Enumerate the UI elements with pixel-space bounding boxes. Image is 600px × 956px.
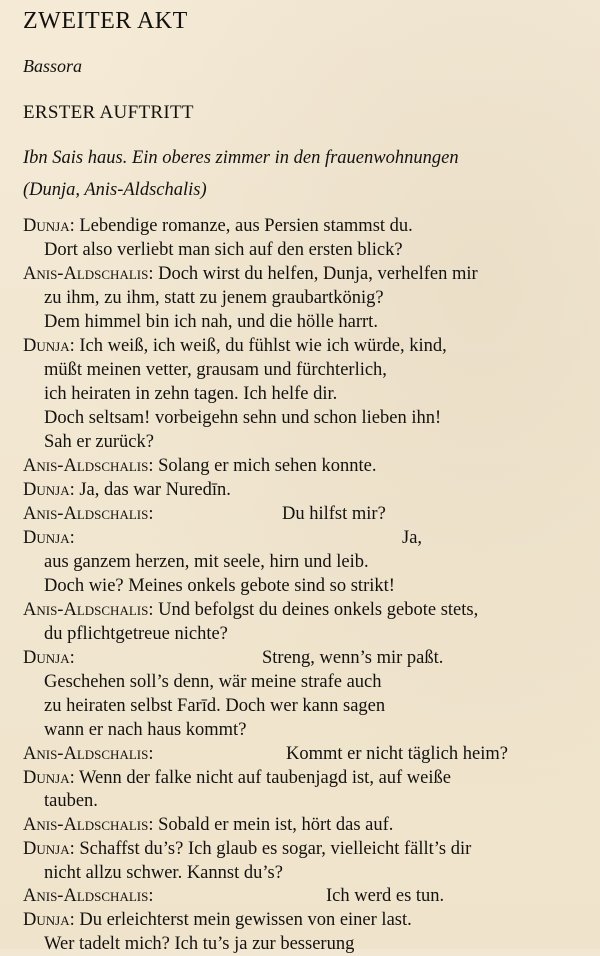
dialogue-line [23, 454, 376, 478]
dialogue-line [23, 908, 412, 932]
speaker-name: Dunja [23, 480, 70, 500]
dialogue-line [23, 646, 75, 670]
line-text: : [148, 886, 154, 907]
dialogue-line [44, 406, 441, 430]
line-continuation: Kommt er nicht täglich heim? [286, 744, 508, 764]
dialogue-line [23, 262, 478, 286]
dialogue-line [23, 526, 75, 550]
speaker-name: Anis-Aldschalis [23, 504, 149, 524]
speaker-name: Anis-Aldschalis [23, 886, 149, 907]
dialogue-line [44, 622, 228, 646]
dialogue-line [44, 430, 154, 454]
dialogue-line [23, 813, 393, 837]
dialogue-line [44, 789, 98, 813]
dialogue-line [23, 478, 231, 502]
line-text: : Doch wirst du helfen, Dunja, verhelfen mir [148, 264, 478, 284]
line-continuation: Streng, wenn’s mir paßt. [262, 648, 444, 668]
line-text: : Ich weiß, ich weiß, du fühlst wie ich würde, kind, [69, 336, 447, 356]
character-list: (Dunja, Anis-Aldschalis) [23, 180, 207, 200]
line-continuation: Du hilfst mir? [282, 504, 386, 524]
speaker-name: Dunja [23, 216, 70, 236]
speaker-name: Dunja [23, 838, 70, 859]
line-text: : [69, 528, 75, 548]
line-text: aus ganzem herzen, mit seele, hirn und leib. [44, 552, 369, 572]
dialogue-line [44, 932, 354, 956]
dialogue-line [44, 238, 403, 262]
line-text: wann er nach haus kommt? [44, 720, 247, 740]
line-text: nicht allzu schwer. Kannst du’s? [44, 862, 283, 883]
line-text: müßt meinen vetter, grausam und fürchterlich, [44, 360, 387, 380]
speaker-name: Anis-Aldschalis [23, 264, 149, 284]
place-heading: Bassora [23, 56, 83, 76]
dialogue-line [23, 214, 413, 238]
line-text: : Und befolgst du deines onkels gebote stets, [148, 600, 479, 620]
line-text: : Lebendige romanze, aus Persien stammst du. [69, 216, 413, 236]
dialogue-line [23, 742, 153, 766]
speaker-name: Dunja [23, 528, 70, 548]
line-text: Geschehen soll’s denn, wär meine strafe auch [44, 672, 382, 692]
speaker-name: Anis-Aldschalis [23, 600, 149, 620]
dialogue-line [44, 694, 385, 718]
dialogue-line [44, 574, 395, 598]
dialogue-line [23, 837, 471, 861]
speaker-name: Dunja [23, 767, 70, 788]
speaker-name: Anis-Aldschalis [23, 815, 149, 836]
dialogue-line [44, 670, 382, 694]
line-text: : Sobald er mein ist, hört das auf. [148, 815, 394, 836]
line-text: zu heiraten selbst Farīd. Doch wer kann sagen [44, 696, 386, 716]
dialogue-line [44, 286, 384, 310]
dialogue-line [23, 502, 153, 526]
dialogue-line [44, 382, 337, 406]
line-continuation: Ja, [402, 528, 423, 548]
line-text: tauben. [44, 791, 98, 812]
line-text: Doch seltsam! vorbeigehn sehn und schon lieben ihn! [44, 408, 442, 428]
speaker-name: Dunja [23, 648, 70, 668]
dialogue-line [23, 884, 153, 908]
line-text: Dem himmel bin ich nah, und die hölle harrt. [44, 312, 378, 332]
line-text: ich heiraten in zehn tagen. Ich helfe dir. [44, 384, 338, 404]
dialogue-line [44, 718, 246, 742]
line-text: Dort also verliebt man sich auf den ersten blick? [44, 240, 403, 260]
speaker-name: Dunja [23, 336, 70, 356]
line-text: : Wenn der falke nicht auf taubenjagd ist, auf weiße [69, 767, 451, 788]
line-text: : [148, 504, 154, 524]
stage-direction: Ibn Sais haus. Ein oberes zimmer in den frauenwohnungen [23, 148, 459, 168]
line-text: du pflichtgetreue nichte? [44, 624, 228, 644]
line-text: : Du erleichterst mein gewissen von einer last. [69, 909, 412, 930]
line-text: : Schaffst du’s? Ich glaub es sogar, vielleicht fällt’s dir [69, 838, 472, 859]
line-text: zu ihm, zu ihm, statt zu jenem graubartkönig? [44, 288, 384, 308]
speaker-name: Anis-Aldschalis [23, 456, 149, 476]
line-text: : Solang er mich sehen konnte. [148, 456, 377, 476]
scene-title: ERSTER AUFTRITT [23, 102, 194, 123]
line-text: : Ja, das war Nuredīn. [69, 480, 231, 500]
dialogue-line [23, 334, 447, 358]
line-text: Wer tadelt mich? Ich tu’s ja zur besserung [44, 933, 355, 954]
dialogue-line [44, 550, 369, 574]
line-continuation: Ich werd es tun. [326, 886, 445, 907]
line-text: : [148, 744, 154, 764]
dialogue-line [23, 598, 478, 622]
speaker-name: Dunja [23, 909, 70, 930]
line-text: : [69, 648, 75, 668]
dialogue-line [44, 310, 378, 334]
dialogue-line [44, 358, 387, 382]
act-title: ZWEITER AKT [23, 8, 188, 34]
line-text: Sah er zurück? [44, 432, 154, 452]
dialogue-line [44, 861, 283, 885]
line-text: Doch wie? Meines onkels gebote sind so strikt! [44, 576, 395, 596]
speaker-name: Anis-Aldschalis [23, 744, 149, 764]
dialogue-line [23, 766, 451, 790]
